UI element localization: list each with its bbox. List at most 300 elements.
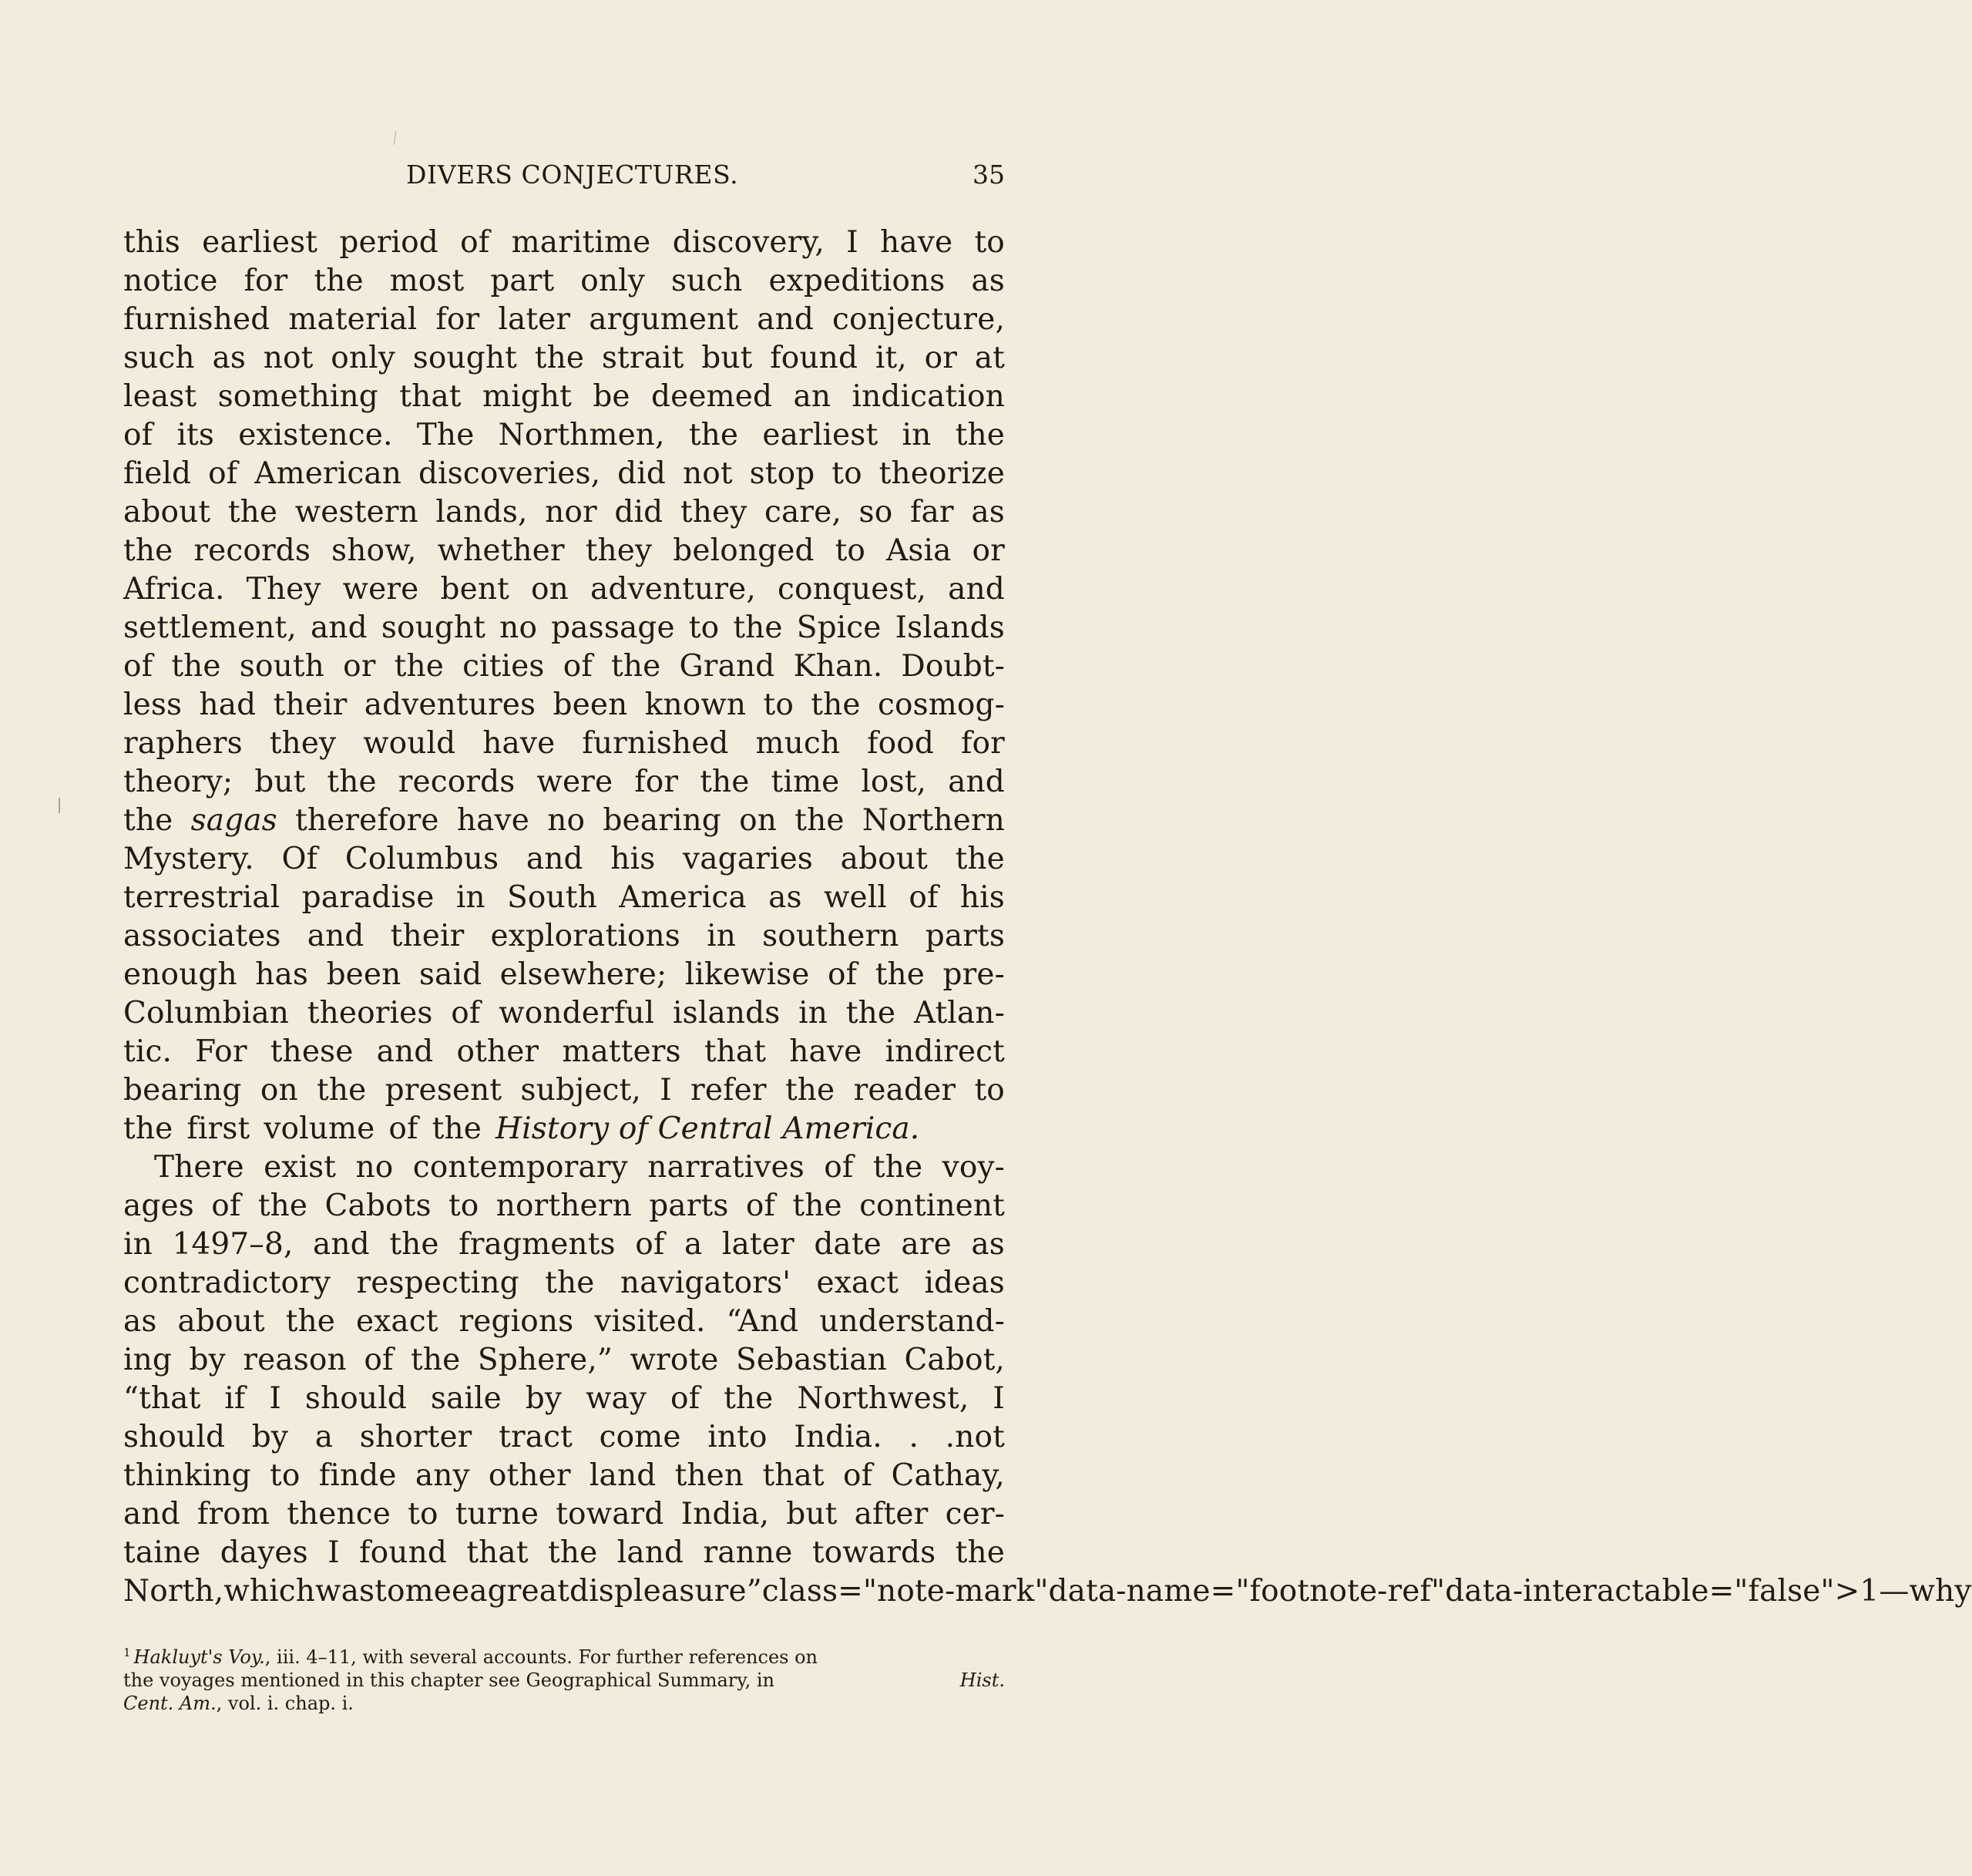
footnote-last xyxy=(123,1692,354,1715)
word: whether xyxy=(437,533,565,568)
word: much xyxy=(755,726,841,761)
word: turne xyxy=(455,1497,539,1531)
word: of xyxy=(828,957,858,992)
word: They xyxy=(246,572,321,607)
word: about xyxy=(840,842,928,876)
word: in xyxy=(798,996,828,1030)
word: of xyxy=(123,418,153,452)
word: land xyxy=(616,1535,684,1570)
word: reason xyxy=(243,1343,347,1377)
word: and xyxy=(757,302,814,337)
word: known xyxy=(644,688,747,722)
word: the xyxy=(285,1304,336,1339)
word: at xyxy=(974,341,1005,375)
word: raphers xyxy=(123,726,243,761)
word: the xyxy=(314,264,364,298)
word: been xyxy=(326,957,401,992)
word: found xyxy=(770,341,858,375)
text-line xyxy=(123,1457,1005,1495)
word: maritime xyxy=(511,225,651,260)
word: its xyxy=(176,418,215,452)
word: such xyxy=(123,341,195,375)
word: the xyxy=(700,765,750,799)
word: and xyxy=(312,1227,370,1262)
word: voy- xyxy=(942,1150,1005,1185)
word: on xyxy=(260,1073,298,1108)
word: parts xyxy=(925,919,1005,953)
word: were xyxy=(342,572,419,607)
word: of xyxy=(635,1227,665,1262)
word: fragments xyxy=(459,1227,616,1262)
text-line xyxy=(123,1380,1005,1418)
text-line xyxy=(123,493,1005,532)
word: the xyxy=(811,688,861,722)
word: the xyxy=(227,495,278,530)
word: if xyxy=(224,1381,246,1416)
word: might xyxy=(482,379,572,414)
word: the xyxy=(123,1111,173,1146)
word: to xyxy=(270,1458,301,1493)
word: of xyxy=(451,996,481,1030)
word: conjecture, xyxy=(831,302,1005,337)
word: the xyxy=(257,1188,308,1223)
running-head xyxy=(123,160,1005,197)
word: by xyxy=(251,1420,289,1454)
word: islands xyxy=(673,996,781,1030)
word: was xyxy=(315,1574,375,1609)
text-line xyxy=(123,686,1005,725)
word: nor xyxy=(545,495,597,530)
word: enough xyxy=(123,957,237,992)
word: about xyxy=(177,1304,265,1339)
word: only xyxy=(331,341,395,375)
footnote-line xyxy=(123,1669,1005,1692)
word: India, xyxy=(680,1497,770,1531)
word: in xyxy=(902,418,932,452)
word: land xyxy=(589,1458,657,1493)
word: not xyxy=(682,456,733,491)
word: therefore xyxy=(295,803,439,838)
word: this xyxy=(123,225,180,260)
footnote-line-text: the voyages mentioned in this chapter see Geographical Summary, in xyxy=(123,1669,774,1691)
word: Islands xyxy=(895,610,1005,645)
word xyxy=(191,802,277,840)
word: the xyxy=(123,803,173,838)
word: southern xyxy=(762,919,899,953)
text-line xyxy=(123,1418,1005,1457)
word: to xyxy=(408,1497,438,1531)
text-line xyxy=(123,763,1005,802)
word: indirect xyxy=(885,1034,1005,1069)
word: and xyxy=(123,1497,180,1531)
word: indication xyxy=(852,379,1005,414)
word: I xyxy=(660,1073,672,1108)
word: ages xyxy=(123,1188,194,1223)
word: strait xyxy=(601,341,684,375)
word: to xyxy=(974,1073,1005,1108)
word: date xyxy=(814,1227,882,1262)
word: displeasure”class="note-mark"data-name="footnote-ref"data-interactable="false">1—why xyxy=(569,1574,1972,1609)
text-line xyxy=(123,879,1005,917)
word: exact xyxy=(816,1266,899,1300)
word: or xyxy=(924,341,958,375)
word: I xyxy=(328,1535,340,1570)
footnote-line xyxy=(123,1692,1005,1715)
word: and xyxy=(526,842,583,876)
word: from xyxy=(197,1497,270,1531)
word: that xyxy=(399,379,462,414)
word: the xyxy=(955,418,1005,452)
word: sought xyxy=(381,610,486,645)
word: the xyxy=(792,1188,842,1223)
text-line xyxy=(123,262,1005,301)
word: their xyxy=(390,919,465,953)
word: have xyxy=(482,726,556,761)
word: Doubt- xyxy=(901,649,1005,684)
text-line xyxy=(123,378,1005,416)
word: Mystery. xyxy=(123,842,254,876)
word: parts xyxy=(649,1188,729,1223)
word: cer- xyxy=(945,1497,1005,1531)
word: subject, xyxy=(520,1073,641,1108)
word: Asia xyxy=(886,533,952,568)
footnote-line xyxy=(123,1646,1005,1669)
word: shorter xyxy=(359,1420,472,1454)
word: dayes xyxy=(220,1535,308,1570)
word: by xyxy=(189,1343,226,1377)
word: material xyxy=(288,302,418,337)
word: in xyxy=(455,880,485,915)
word: continent xyxy=(859,1188,1005,1223)
text-line xyxy=(123,1071,1005,1110)
word: toward xyxy=(556,1497,664,1531)
word: I xyxy=(846,225,858,260)
word: should xyxy=(304,1381,407,1416)
word: furnished xyxy=(123,302,270,337)
word: wrote xyxy=(630,1343,719,1377)
word: tract xyxy=(499,1420,573,1454)
word: have xyxy=(880,225,953,260)
text-line xyxy=(123,1495,1005,1534)
word: Columbian xyxy=(123,996,290,1030)
word: exist xyxy=(264,1150,337,1185)
word: the xyxy=(875,957,926,992)
word: existence. xyxy=(238,418,393,452)
word: no xyxy=(547,803,586,838)
word: There xyxy=(154,1150,244,1185)
word: of xyxy=(824,1150,854,1185)
word: to xyxy=(688,610,720,645)
word: in xyxy=(707,919,736,953)
word: to xyxy=(974,225,1005,260)
word: least xyxy=(123,379,197,414)
word: narratives xyxy=(647,1150,805,1185)
word: of xyxy=(745,1188,776,1223)
word: thinking xyxy=(123,1458,251,1493)
text-line xyxy=(123,570,1005,609)
word: ranne xyxy=(703,1535,793,1570)
word: such xyxy=(670,264,743,298)
word: the xyxy=(548,1535,598,1570)
text-line xyxy=(123,1303,1005,1341)
word: earliest xyxy=(762,418,878,452)
word: way xyxy=(585,1381,647,1416)
running-title: DIVERS CONJECTURES. xyxy=(406,160,739,190)
word: great xyxy=(487,1574,569,1609)
text-line xyxy=(123,224,1005,262)
word: of xyxy=(364,1343,394,1377)
word: have xyxy=(456,803,529,838)
text-line xyxy=(123,1148,1005,1187)
word: that xyxy=(466,1535,529,1570)
main-text xyxy=(123,224,1972,1611)
text-line xyxy=(123,956,1005,994)
word: Northwest, xyxy=(797,1381,969,1416)
word: to xyxy=(831,456,862,491)
word: . xyxy=(909,1420,919,1454)
word: furnished xyxy=(582,726,729,761)
word: tic. xyxy=(123,1034,172,1069)
word: found xyxy=(359,1535,447,1570)
text-line xyxy=(123,1572,1972,1611)
word: these xyxy=(270,1034,354,1069)
word: Sebastian xyxy=(736,1343,887,1377)
word: into xyxy=(707,1420,768,1454)
word: visited. xyxy=(594,1304,706,1339)
text-line xyxy=(123,1264,1005,1303)
word: bearing xyxy=(123,1073,242,1108)
word: well xyxy=(823,880,887,915)
word: of xyxy=(563,649,593,684)
word: had xyxy=(199,688,257,722)
word: explorations xyxy=(490,919,680,953)
word: India. xyxy=(794,1420,882,1454)
word: for xyxy=(244,264,288,298)
word: the xyxy=(411,1343,461,1377)
word: data-interactable="false">1 xyxy=(1445,1574,1880,1609)
word: the xyxy=(845,996,896,1030)
word: the xyxy=(432,1111,482,1146)
word: contemporary xyxy=(412,1150,628,1185)
word: the xyxy=(545,1266,595,1300)
word: adventures xyxy=(364,688,536,722)
word: and xyxy=(948,572,1005,607)
word: south xyxy=(239,649,324,684)
word: notice xyxy=(123,264,218,298)
word: the xyxy=(534,341,585,375)
word: come xyxy=(599,1420,681,1454)
text-line xyxy=(123,609,1005,647)
word: western xyxy=(294,495,418,530)
word: exact xyxy=(355,1304,438,1339)
word: mee xyxy=(405,1574,470,1609)
word: any xyxy=(415,1458,470,1493)
word: thence xyxy=(287,1497,391,1531)
word: or xyxy=(972,533,1005,568)
word: been xyxy=(553,688,628,722)
word: present xyxy=(385,1073,502,1108)
italic-title: History of Central America. xyxy=(495,1111,920,1146)
word: the xyxy=(795,803,845,838)
word: their xyxy=(273,688,348,722)
word: sought xyxy=(412,341,518,375)
word: in xyxy=(123,1227,153,1262)
word: towards xyxy=(811,1535,936,1570)
word: period xyxy=(339,225,438,260)
word: be xyxy=(593,379,630,414)
word: ideas xyxy=(924,1266,1005,1300)
word xyxy=(496,1110,919,1148)
word: of xyxy=(208,456,238,491)
word: data-name="footnote-ref" xyxy=(1048,1574,1446,1609)
word: class="note-mark" xyxy=(761,1574,1049,1609)
word: to xyxy=(763,688,794,722)
margin-mark xyxy=(59,798,60,813)
text-line xyxy=(123,840,1005,879)
word: refer xyxy=(690,1073,767,1108)
word: lands, xyxy=(435,495,528,530)
word: the xyxy=(872,1150,923,1185)
word: Africa. xyxy=(123,572,225,607)
word: pre- xyxy=(942,957,1005,992)
footnote-title: Hakluyt's Voy. xyxy=(133,1646,265,1668)
word: for xyxy=(960,726,1005,761)
word: to xyxy=(375,1574,405,1609)
word: passage xyxy=(551,610,675,645)
word: which xyxy=(223,1574,316,1609)
word: saile xyxy=(430,1381,502,1416)
text-line xyxy=(123,455,1005,493)
word: by xyxy=(525,1381,563,1416)
word: as xyxy=(123,1304,157,1339)
italic-word: sagas xyxy=(190,803,277,838)
word: the xyxy=(955,1535,1005,1570)
word: of xyxy=(460,225,490,260)
word: bearing xyxy=(603,803,721,838)
word: American xyxy=(254,456,402,491)
text-line xyxy=(123,802,1005,840)
word: the xyxy=(123,533,173,568)
word: on xyxy=(739,803,778,838)
word: regions xyxy=(459,1304,574,1339)
word: contradictory xyxy=(123,1266,331,1300)
word: a xyxy=(469,1574,488,1609)
footnote xyxy=(123,1646,1005,1715)
word: the xyxy=(327,765,377,799)
word: did xyxy=(614,495,663,530)
word: paradise xyxy=(301,880,435,915)
word: associates xyxy=(123,919,281,953)
word: navigators' xyxy=(620,1266,791,1300)
word: bent xyxy=(440,572,509,607)
word: and xyxy=(310,610,368,645)
word: most xyxy=(389,264,465,298)
word: of xyxy=(670,1381,700,1416)
word: 1497–8, xyxy=(172,1227,294,1262)
word: care, xyxy=(764,495,842,530)
word: as xyxy=(212,341,247,375)
word: the xyxy=(389,1227,439,1262)
word: records xyxy=(398,765,516,799)
word: the xyxy=(611,649,661,684)
word: after xyxy=(854,1497,929,1531)
footnote-hist: Hist. xyxy=(959,1669,1005,1691)
word: Spice xyxy=(796,610,882,645)
word: cosmog- xyxy=(877,688,1005,722)
word: settlement, xyxy=(123,610,297,645)
word: later xyxy=(721,1227,795,1262)
word: has xyxy=(255,957,309,992)
word: the xyxy=(955,842,1005,876)
word: Cathay, xyxy=(891,1458,1005,1493)
text-line xyxy=(123,1225,1005,1264)
word: theorize xyxy=(878,456,1005,491)
word: for xyxy=(435,302,480,337)
footnote-mark: 1 xyxy=(123,1646,131,1659)
word: as xyxy=(971,264,1005,298)
word: argument xyxy=(589,302,739,337)
word: they xyxy=(585,533,653,568)
word: food xyxy=(867,726,935,761)
word: theory; xyxy=(123,765,233,799)
text-line xyxy=(123,1341,1005,1380)
word: a xyxy=(684,1227,703,1262)
word: are xyxy=(901,1227,952,1262)
word: not xyxy=(263,341,314,375)
word: reader xyxy=(853,1073,956,1108)
word: records xyxy=(193,533,311,568)
word: something xyxy=(217,379,378,414)
text-line xyxy=(123,917,1005,956)
word: stop xyxy=(749,456,815,491)
word: the xyxy=(171,649,221,684)
footnote-end: , vol. i. chap. i. xyxy=(216,1693,354,1714)
word: other xyxy=(488,1458,571,1493)
word: adventure, xyxy=(590,572,756,607)
text-line xyxy=(123,1110,1005,1148)
text-line xyxy=(123,532,1005,570)
word: the xyxy=(394,649,444,684)
word: of xyxy=(211,1188,241,1223)
word: of xyxy=(388,1111,418,1146)
word: his xyxy=(959,880,1005,915)
text-line xyxy=(123,301,1005,339)
word: volume xyxy=(264,1111,375,1146)
word: the xyxy=(784,1073,835,1108)
word: discoveries, xyxy=(418,456,601,491)
word: the xyxy=(733,610,783,645)
word: lost, xyxy=(861,765,927,799)
word: terrestrial xyxy=(123,880,281,915)
text-line xyxy=(123,1187,1005,1225)
word: and xyxy=(376,1034,434,1069)
word: or xyxy=(343,649,376,684)
word: an xyxy=(793,379,831,414)
word: would xyxy=(363,726,456,761)
word: Northmen, xyxy=(498,418,665,452)
text-line xyxy=(123,416,1005,455)
page-tick-mark xyxy=(394,131,397,145)
word: earliest xyxy=(202,225,318,260)
word: as xyxy=(971,1227,1005,1262)
text-line xyxy=(123,339,1005,378)
word: discovery, xyxy=(672,225,825,260)
text-line xyxy=(123,994,1005,1033)
word: far xyxy=(909,495,954,530)
word: did xyxy=(617,456,667,491)
word: the xyxy=(688,418,739,452)
word: and xyxy=(307,919,365,953)
